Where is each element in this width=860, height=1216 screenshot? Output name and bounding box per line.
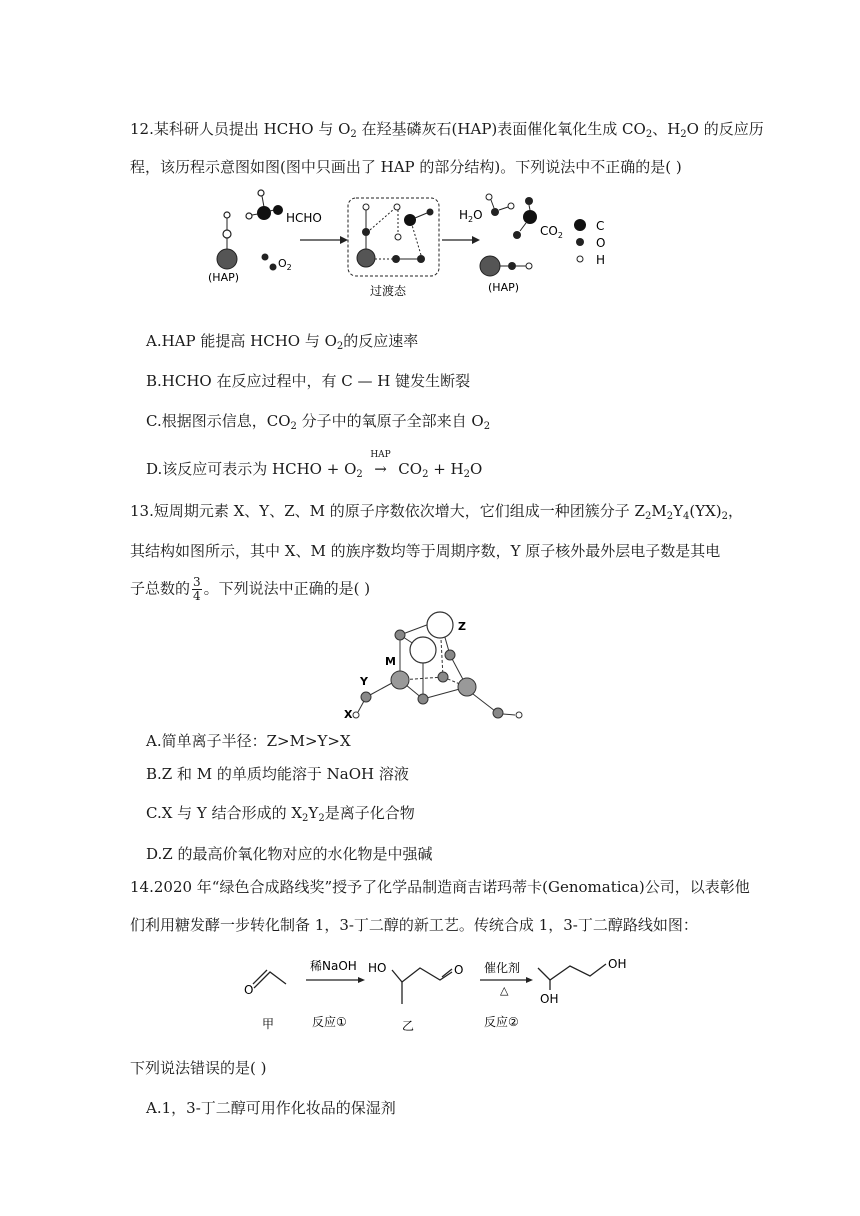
q12-stem-line1: 12.某科研人员提出 HCHO 与 $O_2$ 在羟基磷灰石(HAP)表面催化氧化生成 $CO_2$、$H_2O$ 的反应历 bbox=[130, 120, 764, 140]
transition-state-label: 过渡态 bbox=[370, 284, 407, 298]
legend-c: C bbox=[596, 219, 605, 233]
q14-question: 下列说法错误的是( ) bbox=[130, 1059, 267, 1077]
cluster-label-y: Y bbox=[360, 675, 368, 688]
q12-option-b: B.HCHO 在反应过程中，有 C — H 键发生断裂 bbox=[146, 372, 471, 390]
q13-stem-line2: 其结构如图所示，其中 X、M 的族序数均等于周期序数，Y 原子核外最外层电子数是其电 bbox=[130, 542, 721, 560]
o2-label: $O_2$ bbox=[278, 257, 292, 272]
co2-label: $CO_2$ bbox=[540, 224, 563, 240]
q14-stem-line2: 们利用糖发酵一步转化制备 1，3-丁二醇的新工艺。传统合成 1，3-丁二醇路线如图： bbox=[130, 916, 698, 934]
q12-reaction-diagram bbox=[200, 185, 620, 300]
q13-option-b: B.Z 和 M 的单质均能溶于 NaOH 溶液 bbox=[146, 765, 409, 783]
cluster-label-z: Z bbox=[458, 620, 466, 633]
hcho-label: HCHO bbox=[286, 211, 322, 225]
q14-stem-line1: 14.2020 年“绿色合成路线奖”授予了化学品制造商吉诺玛蒂卡(Genomatica)公司，以表彰他 bbox=[130, 878, 750, 896]
cluster-label-x: X bbox=[344, 708, 353, 721]
q13-option-d: D.Z 的最高价氧化物对应的水化物是中强碱 bbox=[146, 845, 433, 863]
legend-o: O bbox=[596, 236, 606, 250]
q13-option-a: A.简单离子半径：Z>M>Y>X bbox=[146, 732, 351, 750]
reaction2-label: 反应② bbox=[484, 1015, 519, 1029]
label-yi: 乙 bbox=[402, 1019, 415, 1033]
q13-stem-line3: 子总数的 $\frac{3}{4}$ 。下列说法中正确的是( ) bbox=[130, 575, 371, 603]
q13-cluster-diagram bbox=[340, 605, 540, 725]
h2o-label: $H_2O$ bbox=[459, 208, 483, 224]
reaction-arrow: HAP → bbox=[370, 450, 391, 478]
catalyst-label: 催化剂 bbox=[484, 961, 521, 975]
legend-h: H bbox=[596, 253, 606, 267]
reagent-naoh: 稀NaOH bbox=[310, 959, 357, 973]
jia-o-label: O bbox=[244, 983, 254, 997]
product-oh-top: OH bbox=[608, 957, 627, 971]
q14-option-a: A.1，3-丁二醇可用作化妆品的保湿剂 bbox=[146, 1099, 396, 1117]
hap-label-right: (HAP) bbox=[488, 281, 520, 294]
q14-synthesis-scheme bbox=[240, 950, 640, 1035]
q13-option-c: C.X 与 Y 结合形成的 $X_2Y_2$是离子化合物 bbox=[146, 804, 415, 824]
heat-symbol: △ bbox=[500, 984, 509, 997]
hap-label-left: (HAP) bbox=[208, 271, 240, 284]
q12-option-c: C.根据图示信息，$CO_2$ 分子中的氧原子全部来自 $O_2$ bbox=[146, 412, 491, 432]
reaction1-label: 反应① bbox=[312, 1015, 347, 1029]
fraction-three-quarters: $\frac{3}{4}$ bbox=[193, 575, 201, 603]
label-jia: 甲 bbox=[262, 1017, 275, 1031]
q12-stem-line2: 程，该历程示意图如图(图中只画出了 HAP 的部分结构)。下列说法中不正确的是( ) bbox=[130, 158, 682, 176]
q12-option-a: A.HAP 能提高 HCHO 与 $O_2$的反应速率 bbox=[146, 332, 419, 352]
product-oh-bottom: OH bbox=[540, 992, 559, 1006]
yi-o-label: O bbox=[454, 963, 464, 977]
cluster-label-m: M bbox=[385, 655, 396, 668]
yi-ho-label: HO bbox=[368, 961, 387, 975]
q13-stem-line1: 13.短周期元素 X、Y、Z、M 的原子序数依次增大，它们组成一种团簇分子 $Z_2M_2Y_4(YX)_2$， bbox=[130, 502, 744, 522]
q12-option-d: D.该反应可表示为 HCHO + $O_2$ HAP → $CO_2 + H_2O$ bbox=[146, 450, 483, 480]
